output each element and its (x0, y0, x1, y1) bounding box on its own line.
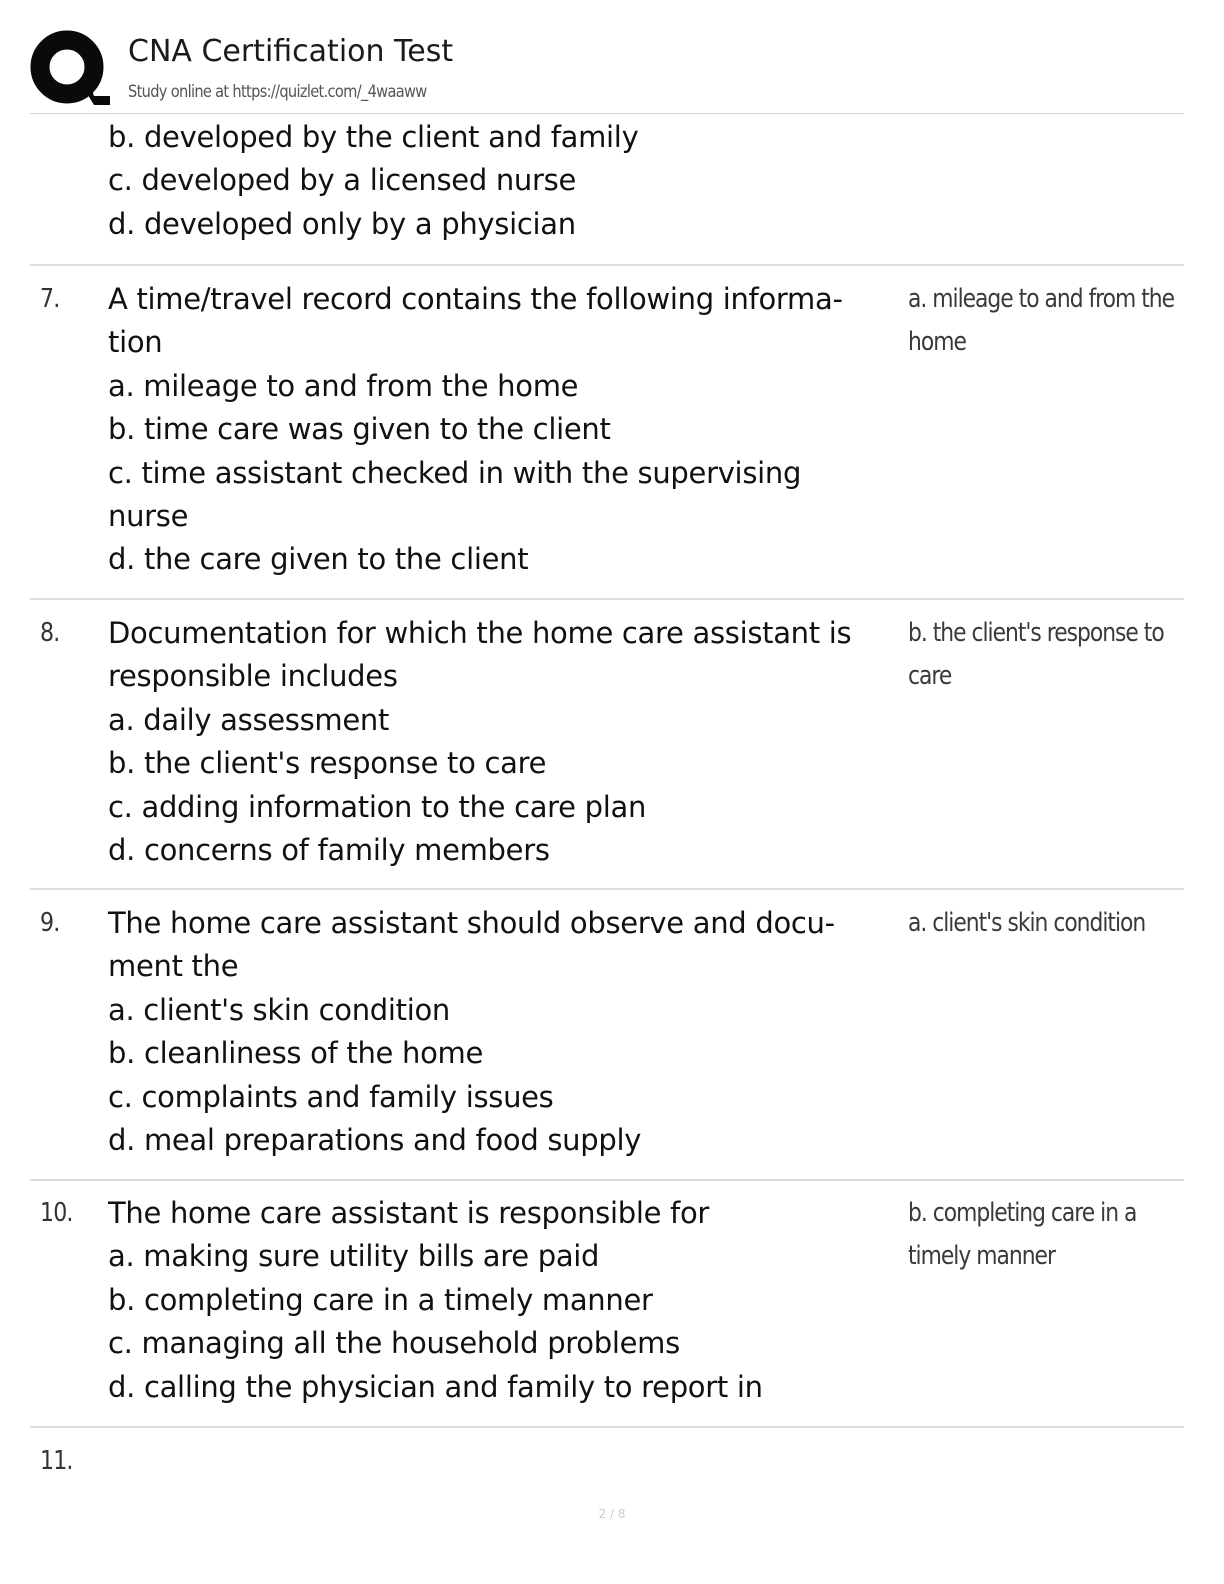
option-line: nurse (108, 499, 189, 534)
page-number: 2 / 8 (598, 1507, 626, 1521)
option-line: c. adding information to the care plan (108, 789, 647, 824)
option-line: b. the client's response to care (108, 746, 547, 781)
card-divider (30, 598, 1184, 600)
option-line: a. client's skin condition (108, 992, 450, 1027)
card-divider (30, 1179, 1184, 1181)
option-line: b. time care was given to the client (108, 412, 611, 447)
carryover-question-options (108, 116, 888, 246)
question-line: ment the (108, 949, 239, 984)
question-line: Documentation for which the home care assistant is (108, 616, 852, 650)
page-header (30, 30, 1184, 114)
option-line: d. meal preparations and food supply (108, 1123, 642, 1158)
question-line: The home care assistant is responsible for (108, 1196, 710, 1230)
option-line: a. daily assessment (108, 702, 390, 737)
answer-line: a. mileage to and from the (908, 284, 1175, 314)
answer-line: care (908, 661, 952, 692)
question-number: 8. (40, 618, 60, 648)
question-text (108, 612, 898, 872)
quizlet-logo-icon (30, 30, 110, 110)
card-divider (30, 264, 1184, 266)
question-number: 7. (40, 284, 60, 314)
option-line: b. cleanliness of the home (108, 1036, 484, 1071)
answer-text (908, 612, 1164, 699)
question-line: tion (108, 325, 163, 360)
option-line: b. completing care in a timely manner (108, 1282, 653, 1317)
option-line: c. managing all the household problems (108, 1326, 680, 1361)
option-line: c. developed by a licensed nurse (108, 163, 576, 198)
question-text (108, 278, 898, 582)
header-divider (30, 113, 1184, 114)
question-number: 9. (40, 908, 60, 938)
answer-line: b. completing care in a (908, 1198, 1137, 1228)
option-line: c. complaints and family issues (108, 1079, 554, 1114)
option-line: d. developed only by a physician (108, 206, 576, 241)
answer-line: b. the client's response to (908, 618, 1164, 648)
card-divider (30, 1426, 1184, 1428)
question-line: responsible includes (108, 659, 398, 694)
answer-line: a. client's skin condition (908, 908, 1146, 938)
question-text (108, 1192, 898, 1409)
answer-line: timely manner (908, 1241, 1055, 1272)
study-online-link[interactable]: Study online at https://quizlet.com/_4waaww (128, 82, 427, 102)
option-line: d. calling the physician and family to report in (108, 1369, 763, 1404)
question-line: The home care assistant should observe and docu- (108, 906, 835, 940)
option-line: d. the care given to the client (108, 542, 529, 577)
question-number: 11. (40, 1446, 73, 1476)
answer-text (908, 902, 1152, 945)
answer-line: home (908, 327, 966, 358)
question-text (108, 902, 898, 1162)
option-line: a. making sure utility bills are paid (108, 1239, 600, 1274)
document-title: CNA Certification Test (128, 34, 454, 69)
option-line: a. mileage to and from the home (108, 368, 579, 403)
question-line: A time/travel record contains the following informa- (108, 282, 843, 316)
answer-text (908, 278, 1175, 365)
question-number: 10. (40, 1198, 73, 1228)
option-line: c. time assistant checked in with the supervising (108, 455, 802, 490)
option-line: d. concerns of family members (108, 833, 550, 868)
answer-text (908, 1192, 1152, 1279)
card-divider (30, 888, 1184, 890)
option-line: b. developed by the client and family (108, 120, 639, 154)
